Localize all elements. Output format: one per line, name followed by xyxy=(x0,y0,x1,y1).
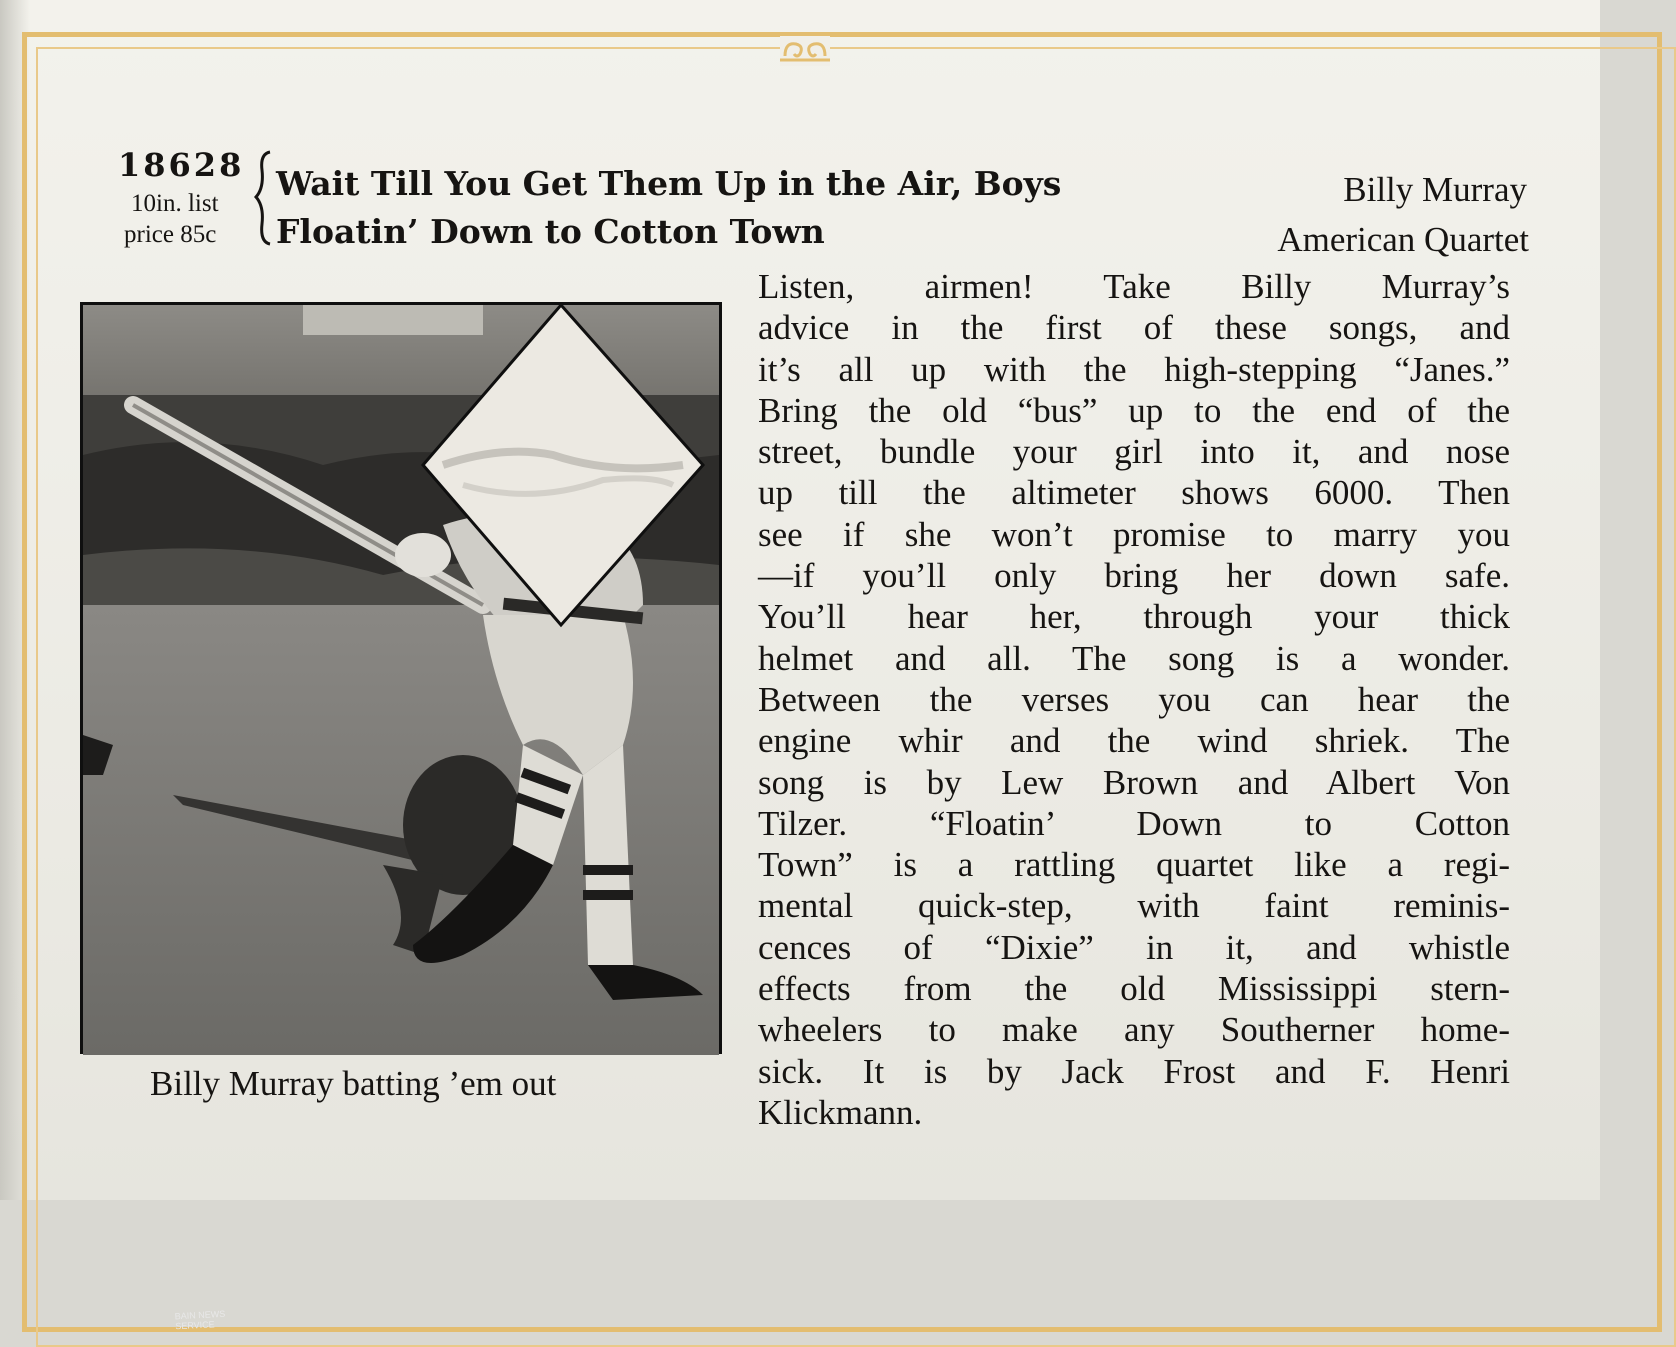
record-size: 10in. list xyxy=(131,190,219,217)
description-line: engine whir and the wind shriek. The xyxy=(758,721,1510,761)
description-line: Tilzer. “Floatin’ Down to Cotton xyxy=(758,803,1510,843)
description-line: up till the altimeter shows 6000. Then xyxy=(758,473,1510,513)
description-line: You’ll hear her, through your thick xyxy=(758,597,1510,637)
description-line: —if you’ll only bring her down safe. xyxy=(758,556,1510,596)
photo-caption: Billy Murray batting ’em out xyxy=(150,1064,557,1103)
song-artist-1: Billy Murray xyxy=(1343,170,1527,209)
description xyxy=(758,266,1510,1133)
description-line: sick. It is by Jack Frost and F. Henri xyxy=(758,1051,1510,1091)
description-line: Town” is a rattling quartet like a regi- xyxy=(758,845,1510,885)
brace-icon xyxy=(250,148,276,252)
description-line: cences of “Dixie” in it, and whistle xyxy=(758,927,1510,967)
description-line: helmet and all. The song is a wonder. xyxy=(758,638,1510,678)
description-line: song is by Lew Brown and Albert Von xyxy=(758,762,1510,802)
photo-credit-line-1: BAIN NEWS xyxy=(174,1308,226,1322)
description-line: mental quick-step, with faint reminis- xyxy=(758,886,1510,926)
song-title-2: Floatin’ Down to Cotton Town xyxy=(276,212,825,251)
description-line: see if she won’t promise to marry you xyxy=(758,514,1510,554)
description-line: street, bundle your girl into it, and nose xyxy=(758,432,1510,472)
description-line: Bring the old “bus” up to the end of the xyxy=(758,390,1510,430)
description-line: advice in the first of these songs, and xyxy=(758,308,1510,348)
record-price: price 85c xyxy=(124,221,217,248)
description-line: it’s all up with the high-stepping “Janes.” xyxy=(758,349,1510,389)
record-number: 18628 xyxy=(118,146,245,184)
description-line: Listen, airmen! Take Billy Murray’s xyxy=(758,267,1510,306)
description-line: Klickmann. xyxy=(758,1092,923,1132)
border-ornament-icon xyxy=(780,36,830,66)
song-artist-2: American Quartet xyxy=(1277,220,1529,259)
description-line: Between the verses you can hear the xyxy=(758,679,1510,719)
song-title-1: Wait Till You Get Them Up in the Air, Boys xyxy=(276,164,1062,203)
photo-credit xyxy=(175,1309,226,1332)
description-line: wheelers to make any Southerner home- xyxy=(758,1010,1510,1050)
description-line: effects from the old Mississippi stern- xyxy=(758,969,1510,1009)
photo-credit-line-2: SERVICE xyxy=(175,1319,215,1332)
